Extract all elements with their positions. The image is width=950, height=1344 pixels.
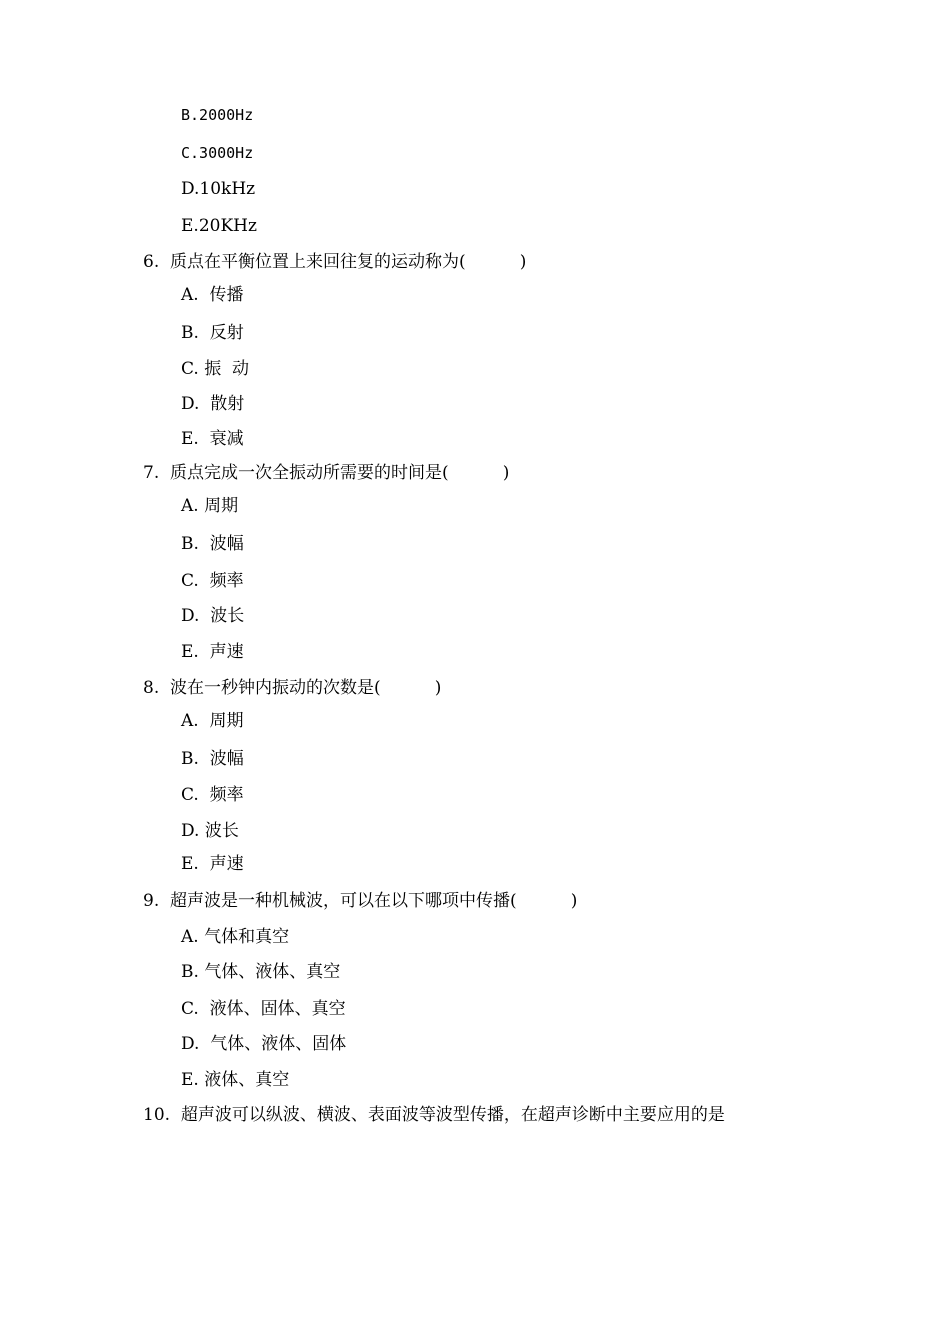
option-6a: A. 传播 [181, 285, 244, 305]
option-7c: C. 频率 [181, 571, 244, 591]
option-5e: E.20KHz [181, 216, 257, 236]
question-8: 8. 波在一秒钟内振动的次数是( ) [143, 678, 442, 698]
option-8c: C. 频率 [181, 785, 244, 805]
option-9d: D. 气体、液体、固体 [181, 1034, 347, 1054]
option-6c: C. 振 动 [181, 359, 250, 379]
option-9c: C. 液体、固体、真空 [181, 999, 346, 1019]
option-6b: B. 反射 [181, 323, 244, 343]
option-9a: A. 气体和真空 [181, 927, 290, 947]
option-8b: B. 波幅 [181, 749, 244, 769]
option-7a: A. 周期 [181, 496, 239, 516]
question-7: 7. 质点完成一次全振动所需要的时间是( ) [143, 463, 510, 483]
option-5d: D.10kHz [181, 179, 256, 199]
option-9e: E. 液体、真空 [181, 1070, 290, 1090]
option-6d: D. 散射 [181, 394, 245, 414]
option-8d: D. 波长 [181, 821, 239, 841]
question-10: 10. 超声波可以纵波、横波、表面波等波型传播，在超声诊断中主要应用的是 [143, 1105, 725, 1125]
option-5c: C.3000Hz [181, 144, 254, 162]
option-7b: B. 波幅 [181, 534, 244, 554]
option-8e: E. 声速 [181, 854, 244, 874]
option-6e: E. 衰减 [181, 429, 244, 449]
option-8a: A. 周期 [181, 711, 244, 731]
question-6: 6. 质点在平衡位置上来回往复的运动称为( ) [143, 252, 527, 272]
option-7e: E. 声速 [181, 642, 244, 662]
option-7d: D. 波长 [181, 606, 245, 626]
option-5b: B.2000Hz [181, 106, 254, 124]
question-9: 9. 超声波是一种机械波，可以在以下哪项中传播( ) [143, 891, 578, 911]
option-9b: B. 气体、液体、真空 [181, 962, 341, 982]
